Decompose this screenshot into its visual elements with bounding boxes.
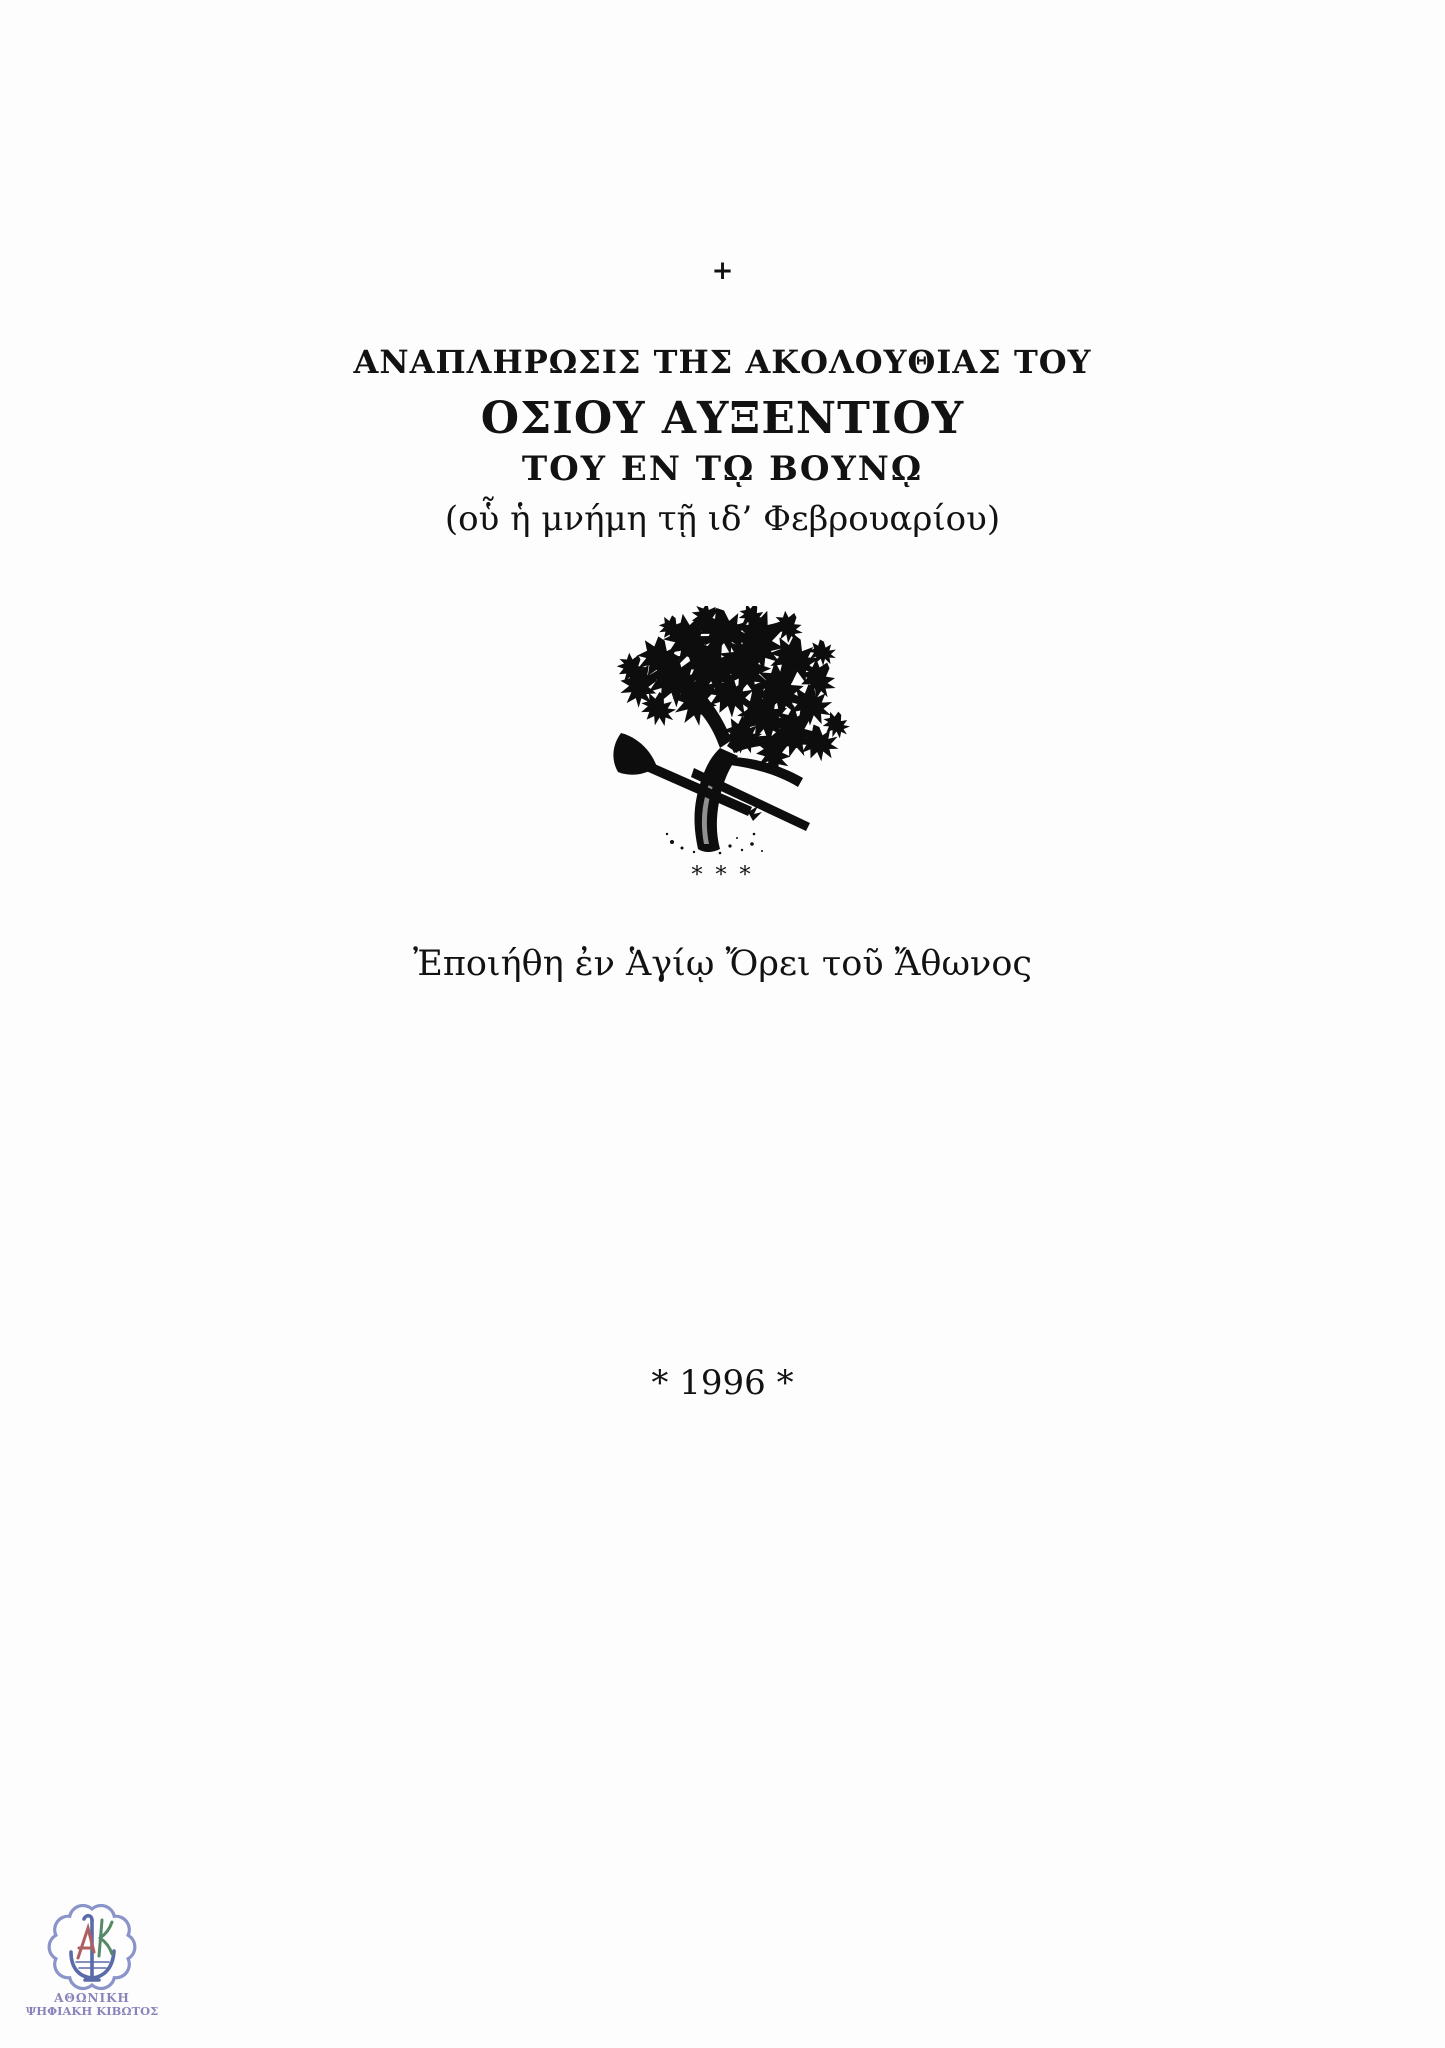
- asterisk-separator: * * *: [691, 863, 754, 888]
- publication-year: * 1996 *: [651, 1363, 794, 1403]
- publisher-logo: [20, 1902, 164, 2018]
- feast-day-subtitle: (οὗ ἡ μνήμη τῇ ιδ’ Φεβρουαρίου): [444, 499, 1001, 539]
- title-line-1: ΑΝΑΠΛΗΡΩΣΙΣ ΤΗΣ ΑΚΟΛΟΥΘΙΑΣ ΤΟΥ: [353, 343, 1092, 381]
- athonite-digital-ark-icon: [42, 1902, 142, 1992]
- cross-glyph: +: [711, 256, 734, 286]
- publisher-name-line-1: ΑΘΩΝΙΚΗ: [54, 1991, 130, 2005]
- tree-with-axe-illustration: [602, 606, 852, 858]
- title-line-2: ΟΣΙΟΥ ΑΥΞΕΝΤΙΟΥ: [480, 393, 965, 444]
- publisher-name-line-2: ΨΗΦΙΑΚΗ ΚΙΒΩΤΟΣ: [25, 2004, 159, 2019]
- colophon-place-line: Ἐποιήθη ἐν Ἁγίῳ Ὄρει τοῦ Ἄθωνος: [413, 944, 1032, 984]
- title-line-3: ΤΟΥ ΕΝ Τῼ ΒΟΥΝῼ: [521, 449, 924, 489]
